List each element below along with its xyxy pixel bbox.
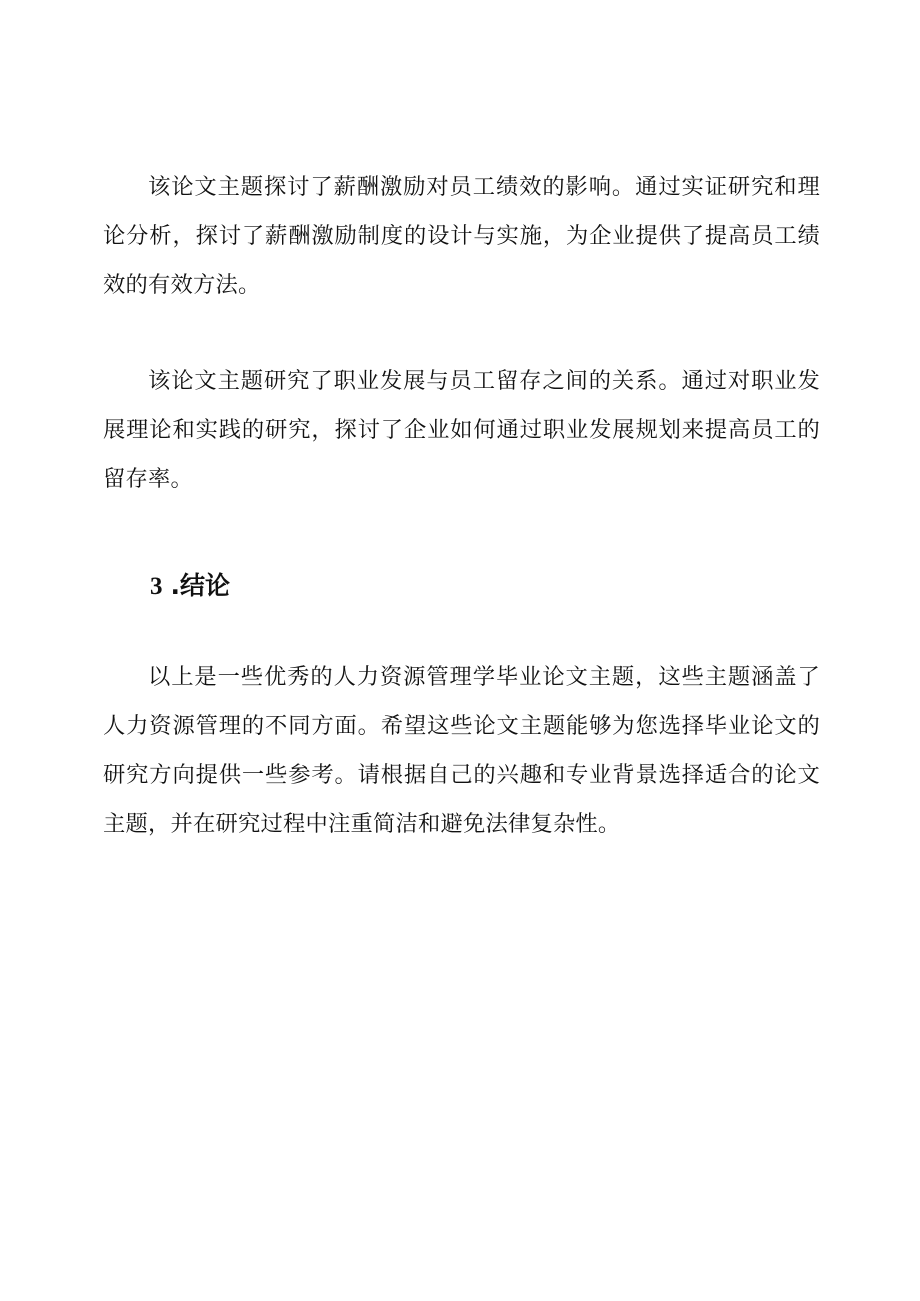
section-title: .结论 [170,571,230,600]
paragraph-salary-incentive: 该论文主题探讨了薪酬激励对员工绩效的影响。通过实证研究和理论分析，探讨了薪酬激励制度的设计与实施，为企业提供了提高员工绩效的有效方法。 [103,174,820,298]
paragraph-conclusion: 以上是一些优秀的人力资源管理学毕业论文主题，这些主题涵盖了人力资源管理的不同方面。希望这些论文主题能够为您选择毕业论文的研究方向提供一些参考。请根据自己的兴趣和专业背景选择适合的论文主题，并在研究过程中注重简洁和避免法律复杂性。 [103,664,820,837]
section-heading-conclusion [150,562,230,611]
section-number: 3 [150,573,163,600]
paragraph-career-development: 该论文主题研究了职业发展与员工留存之间的关系。通过对职业发展理论和实践的研究，探讨了企业如何通过职业发展规划来提高员工的留存率。 [103,368,820,492]
